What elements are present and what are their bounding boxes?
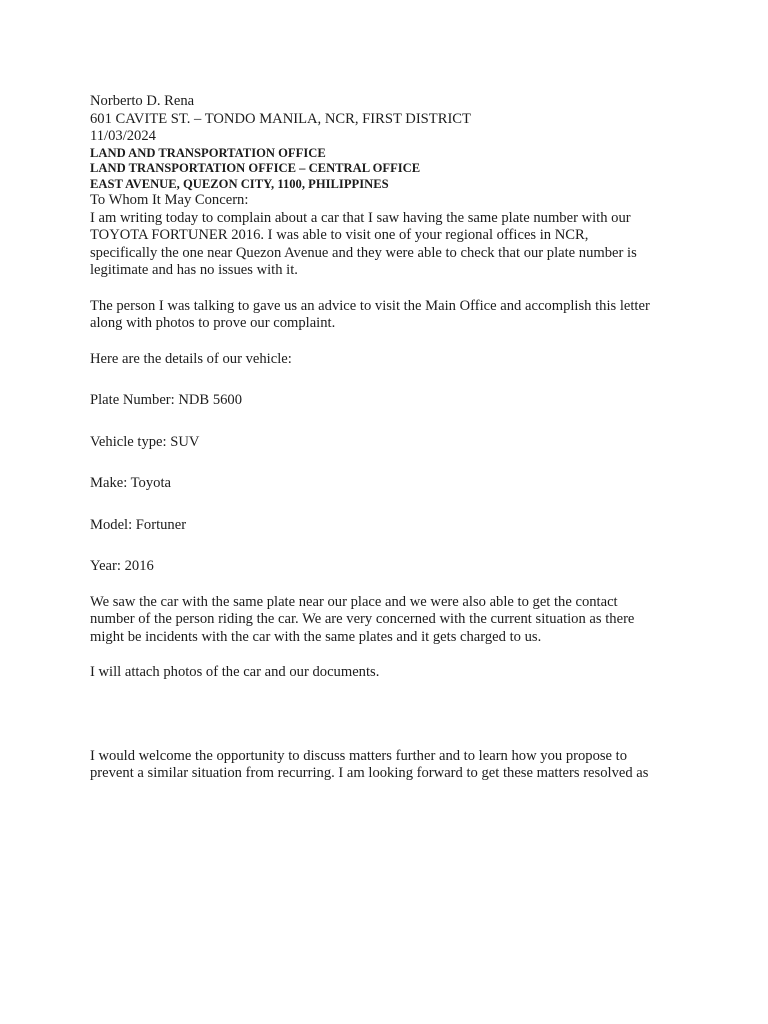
details-intro: Here are the details of our vehicle: [90, 350, 292, 367]
vehicle-type: Vehicle type: SUV [90, 433, 200, 450]
sender-address: 601 CAVITE ST. – TONDO MANILA, NCR, FIRST DISTRICT [90, 110, 471, 127]
paragraph-line: TOYOTA FORTUNER 2016. I was able to visit one of your regional offices in NCR, [90, 227, 589, 243]
paragraph-line: The person I was talking to gave us an advice to visit the Main Office and accomplish this letter [90, 297, 650, 314]
paragraph-line: We saw the car with the same plate near our place and we were also able to get the contact [90, 593, 618, 610]
recipient-block [90, 146, 690, 193]
letter-date: 11/03/2024 [90, 128, 156, 144]
paragraph-line: might be incidents with the car with the same plates and it gets charged to us. [90, 628, 542, 645]
paragraph-complaint [90, 210, 690, 280]
recipient-line-3: EAST AVENUE, QUEZON CITY, 1100, PHILIPPINES [90, 176, 389, 191]
vehicle-make: Make: Toyota [90, 475, 171, 491]
paragraph-line: number of the person riding the car. We are very concerned with the current situation as there [90, 611, 635, 627]
paragraph-attachments: I will attach photos of the car and our documents. [90, 664, 380, 680]
paragraph-line: I would welcome the opportunity to discuss matters further and to learn how you propose to [90, 747, 628, 764]
letter-page [90, 93, 690, 801]
blank-space [90, 700, 690, 748]
salutation: To Whom It May Concern: [90, 192, 249, 208]
paragraph-line: specifically the one near Quezon Avenue and they were able to check that our plate number is [90, 244, 637, 261]
sender-name: Norberto D. Rena [90, 93, 195, 109]
paragraph-line: along with photos to prove our complaint. [90, 315, 336, 331]
paragraph-line: I am writing today to complain about a car that I saw having the same plate number with our [90, 209, 631, 226]
vehicle-model: Model: Fortuner [90, 516, 187, 533]
recipient-line-1: LAND AND TRANSPORTATION OFFICE [90, 145, 326, 160]
paragraph-advice [90, 298, 690, 333]
sender-block [90, 93, 690, 128]
vehicle-plate: Plate Number: NDB 5600 [90, 392, 243, 408]
paragraph-concern [90, 594, 690, 647]
vehicle-year: Year: 2016 [90, 558, 154, 574]
paragraph-line: prevent a similar situation from recurring. I am looking forward to get these matters resolved as [90, 765, 649, 781]
paragraph-closing [90, 748, 690, 783]
paragraph-line: legitimate and has no issues with it. [90, 262, 298, 278]
recipient-line-2: LAND TRANSPORTATION OFFICE – CENTRAL OFFICE [90, 161, 421, 175]
